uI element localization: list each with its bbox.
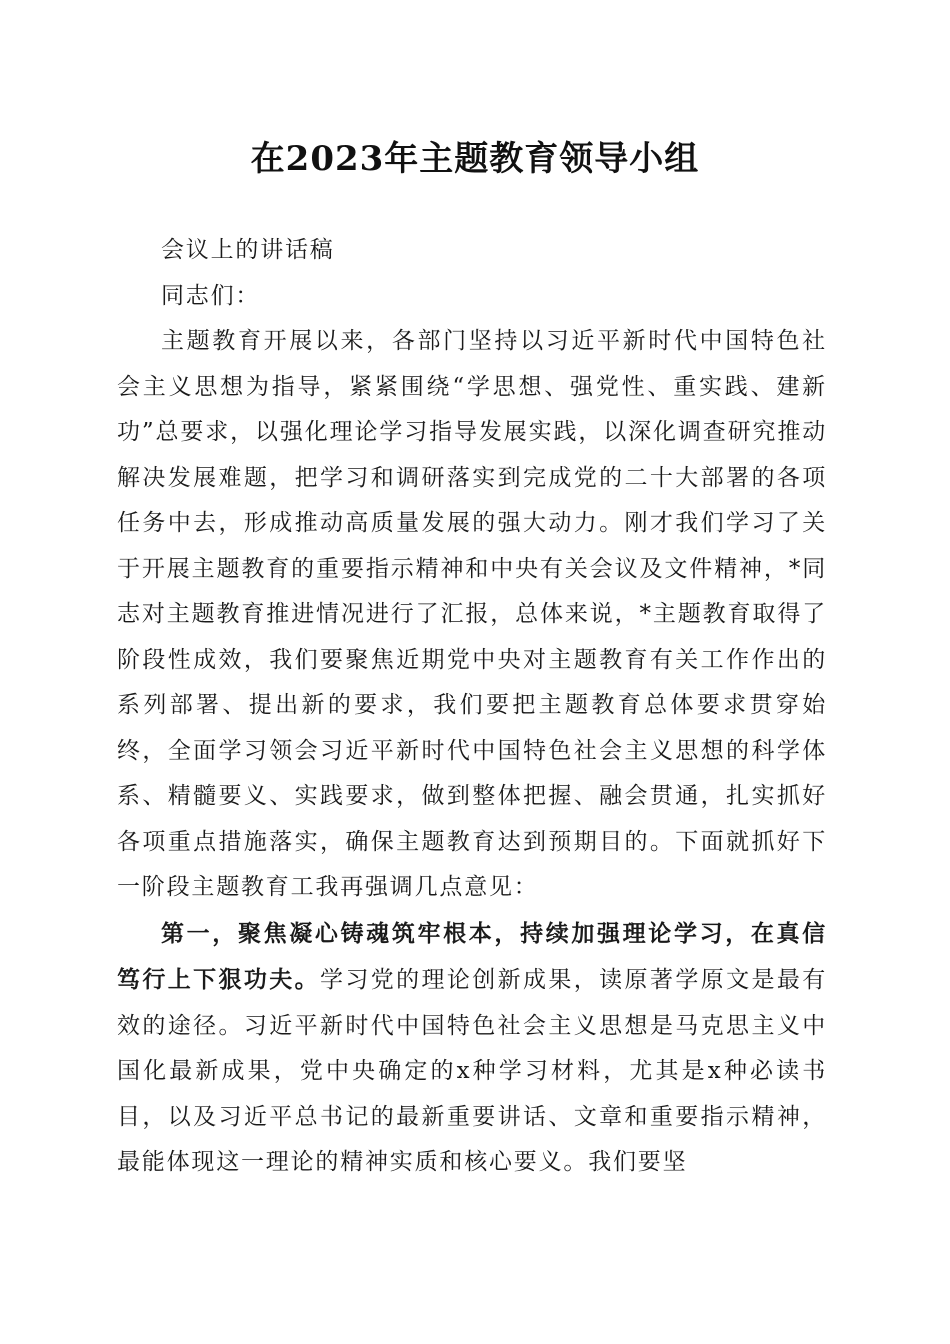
salutation-line: 同志们： — [161, 282, 261, 309]
subtitle-line: 会议上的讲话稿 — [161, 237, 335, 263]
paragraph-1: 主题教育开展以来，各部门坚持以习近平新时代中国特色社会主义思想为指导，紧紧围绕“学思想、强党性、重实践、建新功”总要求，以强化理论学习指导发展实践，以深化调查研究推动解决发展难题，把学习和调研落实到完成党的二十大部署的各项任务中去，形成推动高质量发展的强大动力。刚才我们学习了关于开展主题教育的重要指示精神和中央有关会议及文件精神，*同志对主题教育推进情况进行了汇报，总体来说，*主题教育取得了阶段性成效，我们要聚焦近期党中央对主题教育有关工作作出的系列部署、提出新的要求，我们要把主题教育总体要求贯穿始终，全面学习领会习近平新时代中国特色社会主义思想的科学体系、精髓要义、实践要求，做到整体把握、融会贯通，扎实抓好各项重点措施落实，确保主题教育达到预期目的。下面就抓好下一阶段主题教育工我再强调几点意见： — [117, 328, 827, 900]
paragraph-2 — [117, 911, 827, 1186]
document-title: 在2023年主题教育领导小组 — [250, 139, 700, 179]
paragraph-2-lead: 第一，聚焦凝心铸魂筑牢根本，持续加强理论学习，在真信笃行上下狠功夫。 — [117, 919, 827, 993]
document-body — [117, 228, 827, 1186]
paragraph-2-body: 学习党的理论创新成果，读原著学原文是最有效的途径。习近平新时代中国特色社会主义思想是马克思主义中国化最新成果，党中央确定的x种学习材料，尤其是x种必读书目，以及习近平总书记的最新重要讲话、文章和重要指示精神，最能体现这一理论的精神实质和核心要义。我们要坚 — [117, 967, 828, 1175]
